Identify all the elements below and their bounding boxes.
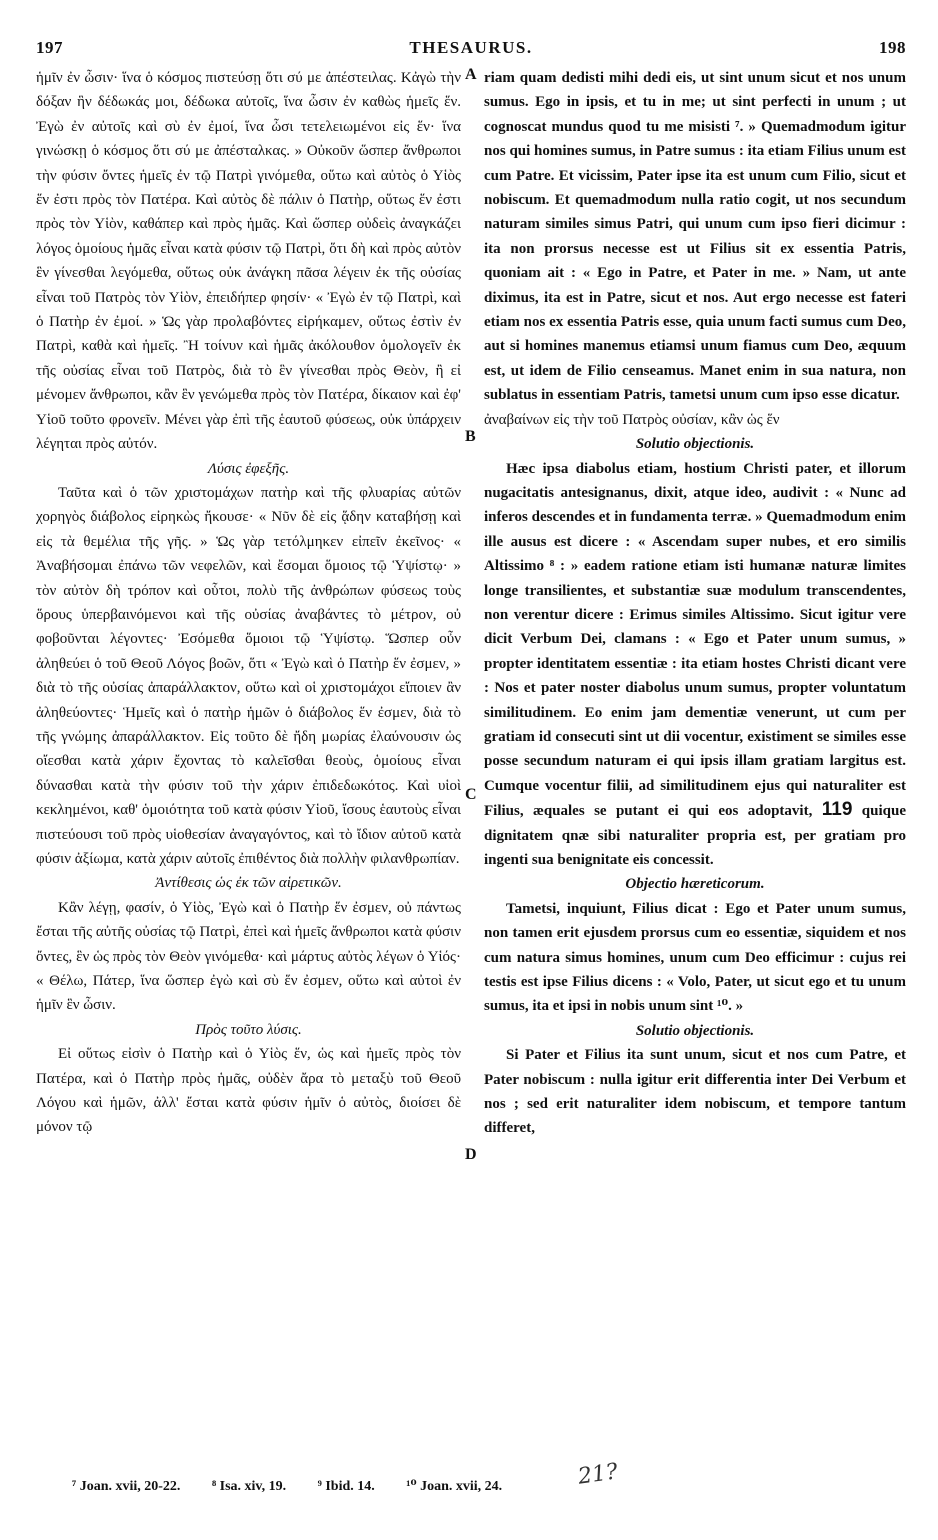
greek-paragraph: Εἰ οὕτως εἰσὶν ὁ Πατὴρ καὶ ὁ Υἱὸς ἕν, ὡς καὶ ἡμεῖς πρὸς τὸν Πατέρα, καὶ ὁ Πατὴρ πρὸς ἡμᾶς, οὐδὲν ἄρα τὸ μεταξὺ τοῦ Θεοῦ Λόγου καὶ ἡμῶν, ἀλλ' ἔσται κατὰ φύσιν ἡμῖν ὁ αὐτὸς, διοίσει δὲ μόνον τῷ — [36, 1046, 461, 1136]
greek-paragraph: Κἂν λέγῃ, φασίν, ὁ Υἱὸς, Ἐγὼ καὶ ὁ Πατὴρ ἕν ἐσμεν, οὐ πάντως ἔσται τῆς αὐτῆς οὐσίας τῷ Πατρὶ, ἐπεὶ καὶ ἡμεῖς ἄνθρωποι κατὰ φύσιν ὄντες, ἓν ὡς πρὸς τὸν Θεὸν γινόμεθα· καὶ μάρτυς αὐτὸς λέγων ὁ Υἱός· « Θέλω, Πάτερ, ἵνα ὥσπερ ἐγὼ καὶ σὺ ἕν ἐσμεν, οὕτω καὶ αὐτοὶ ἐν ἡμῖν ἓν ὦσιν. — [36, 899, 461, 1014]
section-heading: Solutio objectionis. — [635, 436, 755, 453]
footnotes — [72, 1478, 772, 1495]
margin-marker-d: D — [465, 1146, 477, 1163]
left-page-number: 197 — [36, 38, 63, 57]
latin-column — [484, 66, 906, 1141]
latin-text: Hæc ipsa diabolus etiam, hostium Christi pater, et illorum nugacitatis antesignanus, dixit, atque ideo, audivit : « Nunc ad inferos descendes et in fundamenta terræ. » Quemadmodum enim ille ausus est dicere : « Ascendam super nubes, et ero similis Altissimo ⁸ : » eadem ratione etiam isti humanæ naturæ limites longe transilientes, et substantiæ suæ modulum transcendentes, non verentur dicere : Erimus similes Altissimo. Sicut igitur vere dicit Verbum Dei, clamans : « Ego et Pater unum sumus, » propter identitatem essentiæ : ita etiam hostes Christi dicant vere : Nos et pater noster diabolus unum sumus, propter voluntatum similitudinem. Eo enim jam dementiæ venerunt, ut cum per gratiam id consecuti sint ut dii vocentur, existiment se similes esse posse secundum naturam ei qui ipsis illam gratiam largitus est. Cumque vocentur filii, ad similitudinem ejus qui naturaliter est Filius, æquales se putant ei qui eos adoptavit, — [484, 460, 906, 820]
margin-marker-c: C — [465, 786, 477, 803]
greek-column — [36, 66, 461, 1140]
latin-text: quique dignitatem qnæ sibi naturaliter propria est, per gratiam pro ingenti sua benignitate eis concessit. — [484, 803, 906, 868]
footnote: ¹⁰ Joan. xvii, 24. — [406, 1479, 503, 1494]
latin-paragraph: Tametsi, inquiunt, Filius dicat : Ego et Pater unum sumus, non tamen erit ejusdem prorsus cum eo essentiæ, siquidem et nos cum natura simus homines, unum cum Deo efficimur : cujus rei testis est ipse Filius dicens : « Volo, Pater, ut sicut ego et tu unum sumus, ita et ipsi in nobis unum sint ¹⁰. » — [484, 900, 906, 1015]
greek-paragraph: ἡμῖν ἐν ὦσιν· ἵνα ὁ κόσμος πιστεύσῃ ὅτι σύ με ἀπέστειλας. Κἀγὼ τὴν δόξαν ἣν δέδωκάς μοι, δέδωκα αὐτοῖς, ἵνα ὦσιν ἐν καθὼς ἡμεῖς ἕν. Ἐγὼ ἐν αὐτοῖς καὶ σὺ ἐν ἐμοί, ἵνα ὦσι τετελειωμένοι εἰς ἕν· ἵνα γινώσκῃ ὁ κόσμος ὅτι σύ με ἀπέσταλκας. » Οὐκοῦν ὥσπερ ἄνθρωποι τὴν φύσιν ὄντες ἡμεῖς ἐν τῷ Πατρὶ γινόμεθα, οὕτω καὶ αὐτὸς ὁ Υἱὸς ἕν ἐστι πρὸς τὸν Πατέρα. Καὶ αὐτὸς δὲ πάλιν ὁ Πατὴρ, οὕτως ἕν ἐστι πρὸς τὸν Υἱὸν, καθάπερ καὶ πρὸς ἡμᾶς. Καὶ ὥσπερ οὐδεὶς ἀναγκάζει λόγος ὁμοίους ἡμᾶς εἶναι κατὰ φύσιν τῷ Πατρὶ, ὅτι δὴ καὶ πρὸς αὐτὸν ἓν γίνεσθαι λεγόμεθα, οὕτως οὐκ ἀνάγκη πᾶσα λέγειν ἐκ τῆς οὐσίας εἶναι τοῦ Πατρὸς τὸν Υἱὸν, ἐπειδήπερ φησίν· « Ἐγὼ ἐν τῷ Πατρὶ, καὶ ὁ Πατὴρ ἐν ἐμοί. » Ὡς γὰρ προλαβόντες εἰρήκαμεν, οὕτως ἐστὶν ἐν Πατρὶ, καθὰ καὶ ἡμεῖς. Ἢ τοίνυν καὶ ἡμᾶς ἀκόλουθον ὁμολογεῖν ἐκ τῆς οὐσίας εἶναι τοῦ Πατρὸς, διὰ τὸ ἓν γίνεσθαι πρὸς Θεὸν, ἢ εἰ μένομεν ἄνθρωποι, κἂν ἓν γενώμεθα πρὸς τὸν Πατέρα, δίκαιον καὶ ἐφ' Υἱοῦ τοῦτο φρονεῖν. Μένει γὰρ ἐπὶ τῆς ἑαυτοῦ φύσεως, οὐκ ὑπάρχειν λέγηται πρὸς αὐτόν. — [36, 70, 461, 453]
running-header — [36, 38, 906, 60]
footnote: ⁹ Ibid. 14. — [317, 1479, 375, 1494]
footnote: ⁷ Joan. xvii, 20-22. — [72, 1479, 181, 1494]
latin-paragraph: Si Pater et Filius ita sunt unum, sicut et nos cum Patre, et Pater nobiscum : nulla igitur erit differentia inter Dei Verbum et nos ; sed erit naturaliter idem nobiscum, et tempore tantum differet, — [484, 1047, 906, 1137]
latin-paragraph — [484, 457, 906, 873]
section-heading: Solutio objectionis. — [635, 1022, 755, 1039]
section-heading: Objectio hæreticorum. — [625, 876, 765, 893]
section-heading: Πρὸς τοῦτο λύσις. — [195, 1021, 302, 1038]
section-heading: Ἀντίθεσις ὡς ἐκ τῶν αἱρετικῶν. — [155, 875, 342, 892]
margin-marker-b: B — [465, 428, 476, 445]
latin-paragraph: riam quam dedisti mihi dedi eis, ut sint unum sicut et nos unum sumus. Ego in ipsis, et tu in me; ut sint perfecti in unum ; ut cognoscat mundus quod tu me misisti ⁷. » Quemadmodum igitur nos qui homines sumus, in Patre sumus : ita etiam Filius unum est cum Patre. Et vicissim, Pater ipse ita est unum cum Filio, sicut et nobiscum. Et quemadmodum nulla ratio cogit, ut nos secundum naturam similes simus Patri, qui unum cum ipso fieri dicimur : ita non prorsus necesse est ut Filius sit ex essentia Patris, quoniam ait : « Ego in Patre, et Pater in me. » Nam, ut ante diximus, ita est in Patre, sicut et nos. Aut ergo necesse est fateri etiam nos ex essentia Patris esse, quia unum facti sumus cum Deo, aut si homines manemus etiamsi unum fiamus cum Deo, æquum est, ut idem de Filio censeamus. Manet enim in sua natura, non sublatus in essentiam Patris, tametsi unum cum ipso esse dicatur. — [484, 70, 906, 404]
right-page-number: 198 — [879, 38, 906, 57]
margin-marker-a: A — [465, 66, 477, 83]
footnote: ⁸ Isa. xiv, 19. — [211, 1479, 287, 1494]
column-number: 119 — [821, 799, 853, 821]
handwritten-note: 21? — [576, 1459, 620, 1490]
greek-continuation: ἀναβαίνων εἰς τὴν τοῦ Πατρὸς οὐσίαν, κἂν ὡς ἕν — [484, 411, 780, 428]
running-title: THESAURUS. — [409, 38, 533, 57]
greek-paragraph: Ταῦτα καὶ ὁ τῶν χριστομάχων πατὴρ καὶ τῆς φλυαρίας αὐτῶν χορηγὸς διάβολος εἰρηκὼς ἤκουσε· « Νῦν δὲ εἰς ᾅδην καταβήσῃ καὶ εἰς τὰ θεμέλια τῆς γῆς. » Ὡς γὰρ τετόλμηκεν εἰπεῖν ἐκεῖνος· « Ἀναβήσομαι ἐπάνω τῶν νεφελῶν, καὶ ἔσομαι ὅμοιος τῷ Ὑψίστῳ· » τὸν αὐτὸν δὴ τρόπον καὶ οὗτοι, πολὺ τῆς ἀνθρώπων φύσεως τοὺς ὅρους ὑπερβαινόμενοι καὶ τῆς οὐσίας ἀναβάντες τὸ μέτρον, οὐ φοβοῦνται λέγοντες· Ἐσόμεθα ὅμοιοι τῷ Ὑψίστῳ. Ὥσπερ οὖν ἀληθεύει ὁ τοῦ Θεοῦ Λόγος βοῶν, ὅτι « Ἐγὼ καὶ ὁ Πατὴρ ἕν ἐσμεν, » διὰ τὸ τῆς οὐσίας ἀπαράλλακτον, οὕτω καὶ οἱ χριστομάχοι εἴποιεν ἂν ἀληθεύοντες· Ἡμεῖς καὶ ὁ πατὴρ ἡμῶν ὁ διάβολος ἕν ἐσμεν, διὰ τὸ τῆς γνώμης ἀπαράλλακτον. Εἰς τοῦτο δὲ ἤδη μωρίας ἐλαύνουσιν ὡς οἴεσθαι κατὰ χάριν ἔχοντας τὸ καλεῖσθαι θεοὺς, ὁμοίους εἶναι δύνασθαι κατὰ τὴν φύσιν τοῦ τὴν χάριν ἐπιδεδωκότος. Καὶ υἱοὶ κεκλημένοι, καθ' ὁμοιότητα τοῦ κατὰ φύσιν Υἱοῦ, ἴσους ἑαυτοὺς εἶναι πιστεύουσι τοῦ πρὸς υἱοθεσίαν ἀναγαγόντος, καὶ τὸ ἴδιον αὐτοῦ κατὰ φύσιν ἀξίωμα, κατὰ χάριν αὐτοῖς ἐπιθέντος διὰ πολλὴν φιλανθρωπίαν. — [36, 484, 461, 867]
section-heading: Λύσις ἐφεξῆς. — [207, 460, 290, 477]
